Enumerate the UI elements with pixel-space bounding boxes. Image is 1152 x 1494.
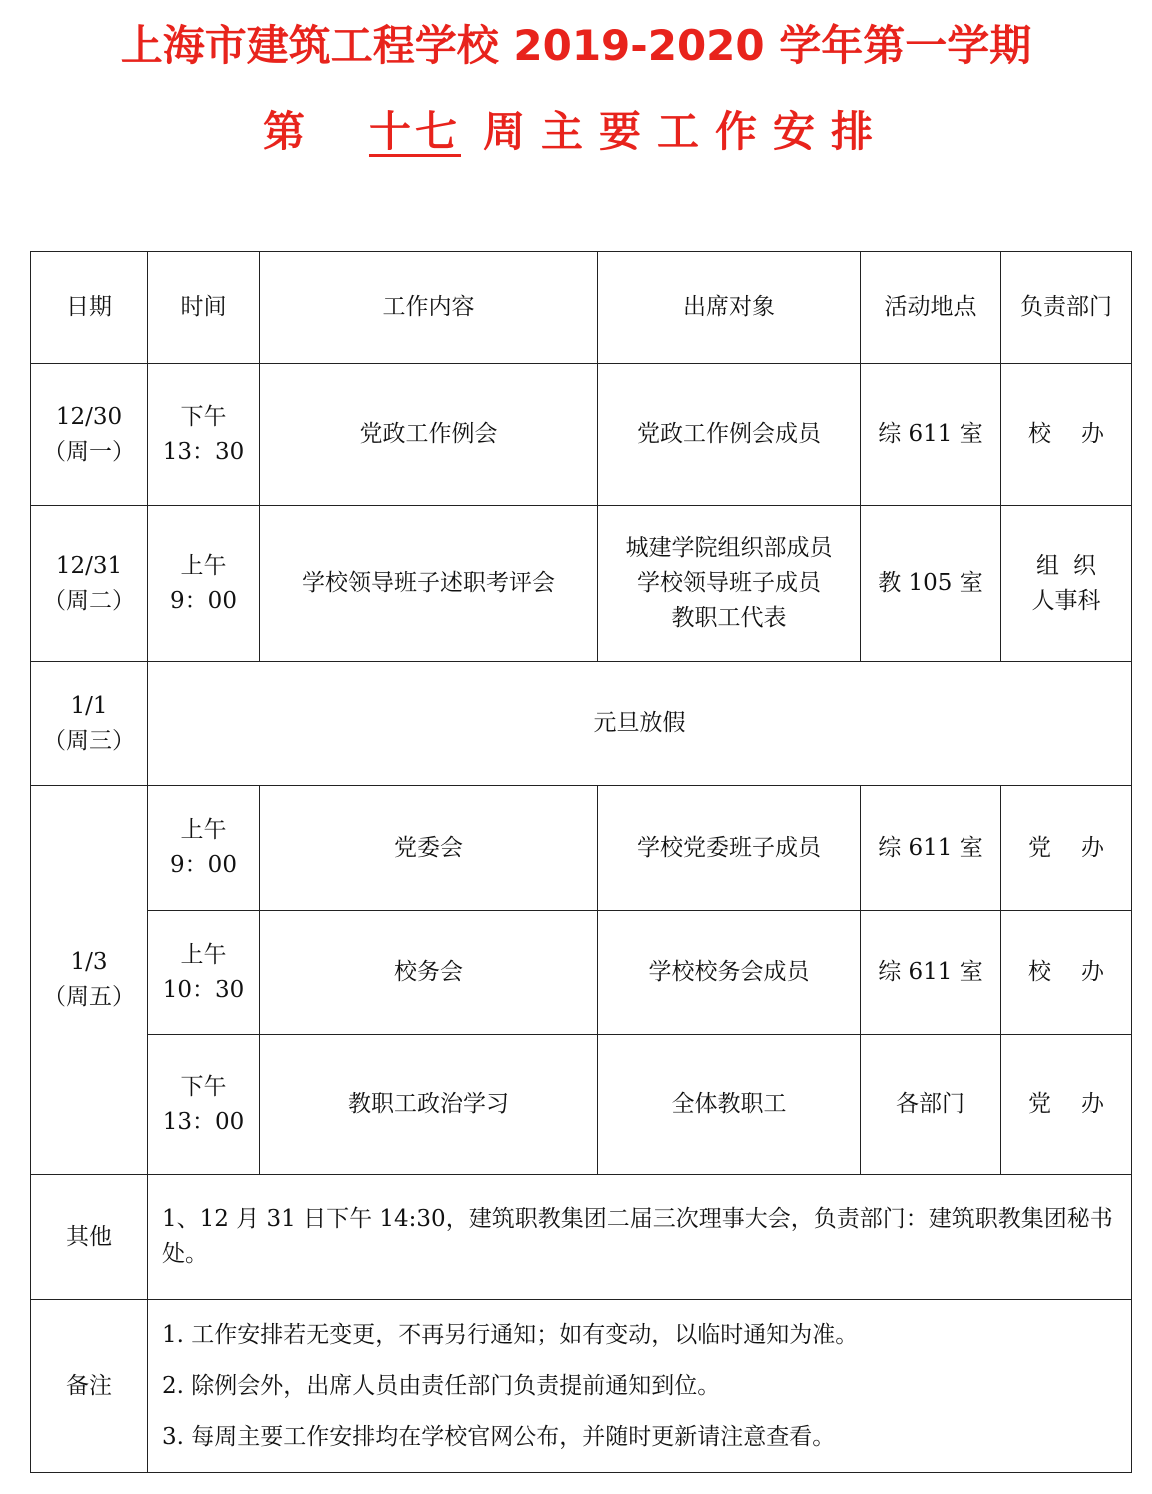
department-cell: [1001, 1035, 1132, 1175]
table-row: [31, 1035, 1132, 1175]
time-cell: [148, 911, 260, 1035]
department-cell: [1001, 786, 1132, 911]
weekday: （周五）: [43, 984, 135, 1010]
header-department: 负责部门: [1001, 252, 1132, 364]
table-row: [31, 506, 1132, 662]
date: 12/31: [55, 552, 123, 579]
remark-item: 2. 除例会外，出席人员由责任部门负责提前通知到位。: [162, 1372, 721, 1399]
weekday: （周三）: [43, 727, 135, 754]
period: 上午: [180, 817, 227, 843]
weekday: （周一）: [43, 438, 135, 465]
content-cell: 学校领导班子述职考评会: [260, 506, 598, 662]
table-row: [31, 911, 1132, 1035]
other-label: 其他: [31, 1175, 148, 1300]
remark-item: 3. 每周主要工作安排均在学校官网公布，并随时更新请注意查看。: [162, 1423, 836, 1450]
header-location: 活动地点: [861, 252, 1001, 364]
week-number: 十七: [368, 107, 461, 156]
department: 校办: [1028, 421, 1134, 447]
time-cell: [148, 786, 260, 911]
table-row: [31, 786, 1132, 911]
attendee: 党政工作例会成员: [637, 421, 821, 447]
weekday: （周二）: [43, 587, 135, 614]
period: 上午: [180, 552, 227, 579]
subtitle-suffix: 周主要工作安排: [483, 107, 890, 156]
remark-item: 1. 工作安排若无变更，不再另行通知；如有变动，以临时通知为准。: [162, 1321, 859, 1348]
location-cell: 各部门: [861, 1035, 1001, 1175]
content-cell: 校务会: [260, 911, 598, 1035]
attendees-cell: 学校党委班子成员: [598, 786, 861, 911]
period: 下午: [180, 1073, 227, 1100]
date-cell: [31, 506, 148, 662]
time: 9：00: [170, 587, 237, 614]
schedule-table: [30, 251, 1132, 1473]
time: 13：00: [162, 1108, 245, 1135]
date: 1/3: [70, 949, 108, 975]
attendees-cell: [598, 364, 861, 506]
header-attendees: 出席对象: [598, 252, 861, 364]
holiday-cell: 元旦放假: [148, 662, 1132, 786]
other-row: [31, 1175, 1132, 1300]
time: 10：30: [162, 976, 245, 1003]
location-cell: 综 611 室: [861, 911, 1001, 1035]
other-text: 1、12 月 31 日下午 14:30，建筑职教集团二届三次理事大会，负责部门：建筑职教集团秘书处。: [148, 1175, 1132, 1300]
table-row: [31, 364, 1132, 506]
department: 人事科: [1031, 587, 1101, 614]
date-cell: [31, 662, 148, 786]
subtitle-prefix: 第: [262, 107, 321, 156]
document-title: 上海市建筑工程学校 2019-2020 学年第一学期: [120, 21, 1032, 70]
header-row: [31, 252, 1132, 364]
department-cell: [1001, 911, 1132, 1035]
attendee: 学校领导班子成员: [637, 570, 821, 596]
remarks-row: [31, 1300, 1132, 1473]
attendees-cell: 全体教职工: [598, 1035, 861, 1175]
remarks-label: 备注: [31, 1300, 148, 1473]
content-cell: 教职工政治学习: [260, 1035, 598, 1175]
date: 1/1: [70, 692, 108, 719]
attendees-cell: [598, 506, 861, 662]
header-time: 时间: [148, 252, 260, 364]
department-cell: [1001, 364, 1132, 506]
date-cell: [31, 786, 148, 1175]
date-cell: [31, 364, 148, 506]
attendee: 城建学院组织部成员: [625, 535, 833, 561]
time: 9：00: [170, 852, 237, 878]
time-cell: [148, 364, 260, 506]
content-cell: 党政工作例会: [260, 364, 598, 506]
period: 上午: [180, 941, 227, 968]
attendee: 教职工代表: [671, 605, 787, 631]
department: 校办: [1028, 959, 1134, 985]
time-cell: [148, 1035, 260, 1175]
date: 12/30: [55, 403, 123, 430]
remarks-cell: [148, 1300, 1132, 1473]
department: 党办: [1028, 1091, 1134, 1117]
document-subtitle: [0, 102, 1152, 162]
period: 下午: [180, 403, 227, 430]
attendees-cell: 学校校务会成员: [598, 911, 861, 1035]
content-cell: 党委会: [260, 786, 598, 911]
department-cell: [1001, 506, 1132, 662]
time-cell: [148, 506, 260, 662]
table-row: [31, 662, 1132, 786]
time: 13：30: [162, 438, 245, 465]
header-content: 工作内容: [260, 252, 598, 364]
department: 组织: [1036, 552, 1110, 579]
location-cell: 综 611 室: [861, 786, 1001, 911]
header-date: 日期: [31, 252, 148, 364]
location-cell: 教 105 室: [861, 506, 1001, 662]
department: 党办: [1028, 834, 1134, 861]
location-cell: 综 611 室: [861, 364, 1001, 506]
